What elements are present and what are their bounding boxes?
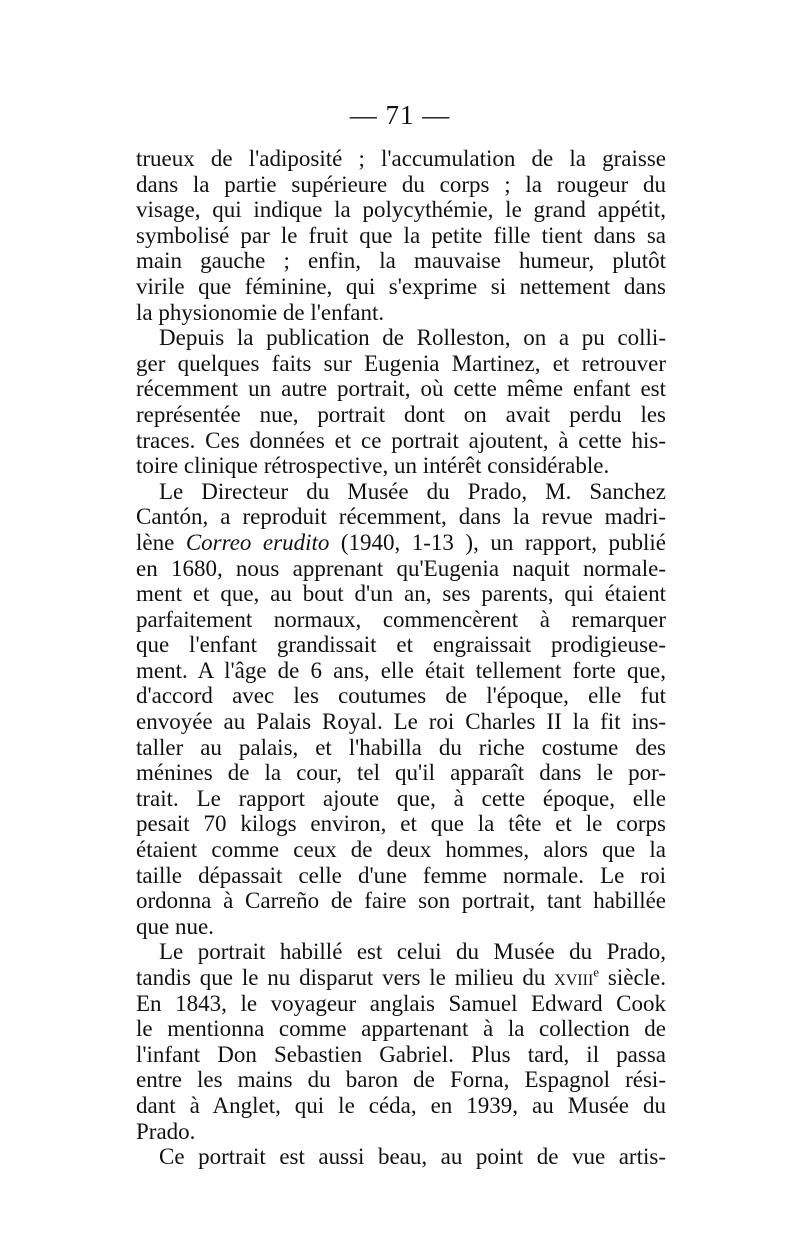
text-line: symbolisé par le fruit que la petite fille tient dans sa — [136, 222, 666, 248]
text-line: taller au palais, et l'habilla du riche costume des — [136, 734, 666, 760]
century-roman-numeral: xviii — [554, 965, 594, 990]
century-superscript: e — [593, 965, 600, 980]
paragraph-start-line: Le Directeur du Musée du Prado, M. Sanchez — [159, 478, 666, 504]
text-line: parfaitement normaux, commencèrent à remarquer — [136, 606, 666, 632]
paragraph-start-line: Le portrait habillé est celui du Musée du Prado, — [159, 939, 666, 965]
line-text-before: tandis que le nu disparut vers le milieu du — [136, 965, 555, 990]
text-line: dans la partie supérieure du corps ; la rougeur du — [136, 171, 666, 197]
text-line: ment et que, au bout d'un an, ses parents, qui étaient — [136, 581, 666, 607]
line-text-after: siècle. — [599, 965, 666, 990]
text-line: pesait 70 kilogs environ, et que la tête et le corps — [136, 811, 666, 837]
text-line: ger quelques faits sur Eugenia Martinez, et retrouver — [136, 350, 666, 376]
text-line: traces. Ces données et ce portrait ajoutent, à cette his- — [136, 427, 666, 453]
text-line: étaient comme ceux de deux hommes, alors que la — [136, 837, 666, 863]
text-line: entre les mains du baron de Forna, Espagnol rési- — [136, 1067, 666, 1093]
journal-title-italic: Correo erudito — [185, 529, 330, 555]
text-line: la physionomie de l'enfant. — [136, 299, 385, 325]
text-line: d'accord avec les coutumes de l'époque, elle fut — [136, 683, 666, 709]
text-line: Prado. — [136, 1118, 196, 1144]
paragraph-start-line: Ce portrait est aussi beau, au point de vue artis- — [159, 1144, 666, 1170]
text-line: que nue. — [136, 913, 214, 939]
text-line: En 1843, le voyageur anglais Samuel Edward Cook — [136, 990, 666, 1016]
body-text — [136, 146, 666, 1170]
line-text-before: lène — [136, 529, 186, 555]
text-line: virile que féminine, qui s'exprime si nettement dans — [136, 273, 666, 299]
text-line: toire clinique rétrospective, un intérêt considérable. — [136, 453, 610, 479]
text-line: visage, qui indique la polycythémie, le grand appétit, — [136, 197, 666, 223]
text-line: représentée nue, portrait dont on avait perdu les — [136, 401, 666, 427]
text-line-with-italic — [136, 530, 666, 556]
text-line: trueux de l'adiposité ; l'accumulation de la graisse — [136, 146, 666, 171]
text-line: dant à Anglet, qui le céda, en 1939, au Musée du — [136, 1092, 666, 1118]
text-line: Cantón, a reproduit récemment, dans la revue madri- — [136, 504, 666, 530]
text-line: en 1680, nous apprenant qu'Eugenia naquit normale- — [136, 555, 666, 581]
page-number: — 71 — — [349, 100, 451, 130]
text-line: ment. A l'âge de 6 ans, elle était tellement forte que, — [136, 657, 666, 683]
text-line: récemment un autre portrait, où cette même enfant est — [136, 376, 666, 402]
line-text-after: (1940, 1-13 ), un rapport, publié — [329, 529, 666, 555]
paragraph-start-line: Depuis la publication de Rolleston, on a pu colli- — [159, 325, 666, 351]
text-line: main gauche ; enfin, la mauvaise humeur, plutôt — [136, 248, 666, 274]
text-line: ordonna à Carreño de faire son portrait, tant habillée — [136, 888, 666, 914]
text-line: l'infant Don Sebastien Gabriel. Plus tard, il passa — [136, 1041, 666, 1067]
text-line: trait. Le rapport ajoute que, à cette époque, elle — [136, 785, 666, 811]
text-line: ménines de la cour, tel qu'il apparaît dans le por- — [136, 760, 666, 786]
text-line: taille dépassait celle d'une femme normale. Le roi — [136, 862, 666, 888]
text-line: envoyée au Palais Royal. Le roi Charles II la fit ins- — [136, 709, 666, 735]
text-line: le mentionna comme appartenant à la collection de — [136, 1016, 666, 1042]
text-line: que l'enfant grandissait et engraissait prodigieuse- — [136, 632, 666, 658]
text-line-with-century — [136, 965, 666, 991]
